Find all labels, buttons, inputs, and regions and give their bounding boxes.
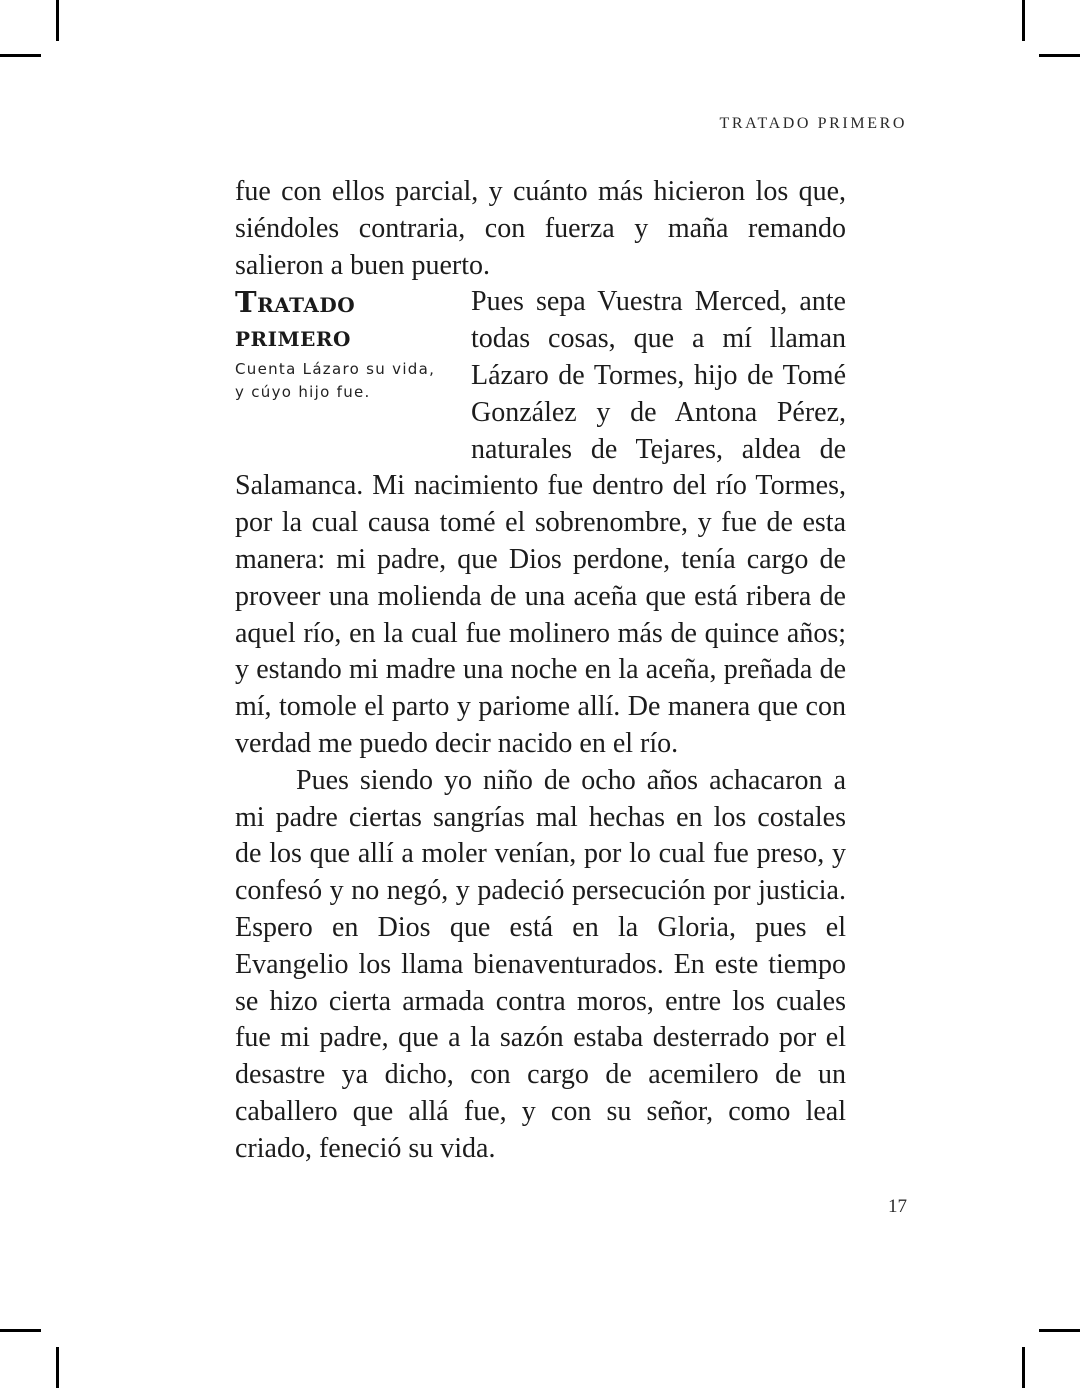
crop-mark-bottom-right-horizontal bbox=[1039, 1329, 1080, 1332]
crop-mark-top-right-horizontal bbox=[1039, 54, 1080, 57]
crop-mark-bottom-right-vertical bbox=[1022, 1347, 1025, 1388]
page-number: 17 bbox=[888, 1196, 907, 1217]
chapter-summary-line-1: Cuenta Lázaro su vida, bbox=[235, 360, 436, 379]
chapter-heading bbox=[235, 285, 471, 435]
running-header: TRATADO PRIMERO bbox=[719, 115, 907, 132]
crop-mark-top-right-vertical bbox=[1022, 0, 1025, 41]
crop-mark-bottom-left-horizontal bbox=[0, 1329, 41, 1332]
paragraph-2: Pues sepa Vuestra Merced, ante todas cosas, que a mí llaman Lázaro de Tormes, hijo de Tomé González y de Antona Pérez, naturales de Tejares, aldea de Salamanca. Mi nacimiento fue dentro del río Tormes, por la cual causa tomé el sobrenombre, y fue de esta manera: mi padre, que Dios perdone, tenía cargo de proveer una molienda de una aceña que está ribera de aquel río, en la cual fue molinero más de quince años; y estando mi madre una noche en la aceña, preñada de mí, tomole el parto y pariome allí. De manera que con verdad me puedo decir nacido en el río. bbox=[235, 286, 846, 759]
crop-mark-top-left-vertical bbox=[56, 0, 59, 41]
opening-paragraph: fue con ellos parcial, y cuánto más hicieron los que, siéndoles contraria, con fuerza y maña remando salieron a buen puerto. bbox=[235, 176, 846, 281]
chapter-summary-line-2: y cúyo hijo fue. bbox=[235, 383, 371, 402]
chapter-summary bbox=[235, 358, 471, 404]
crop-mark-top-left-horizontal bbox=[0, 54, 41, 57]
body-text bbox=[235, 174, 846, 1168]
chapter-title bbox=[235, 285, 471, 353]
crop-mark-bottom-left-vertical bbox=[56, 1347, 59, 1388]
paragraph-3: Pues siendo yo niño de ocho años achacaron a mi padre ciertas sangrías mal hechas en los costales de los que allí a moler venían, por lo cual fue preso, y confesó y no negó, y padeció persecución por justicia. Espero en Dios que está en la Gloria, pues el Evangelio los llama bienaventurados. En este tiempo se hizo cierta armada contra moros, entre los cuales fue mi padre, que a la sazón estaba desterrado por el desastre ya dicho, con cargo de acemilero de un caballero que allá fue, y con su señor, como leal criado, feneció su vida. bbox=[235, 764, 846, 1164]
chapter-title-line-1: Tratado bbox=[235, 285, 356, 320]
chapter-title-line-2: primero bbox=[235, 319, 351, 354]
